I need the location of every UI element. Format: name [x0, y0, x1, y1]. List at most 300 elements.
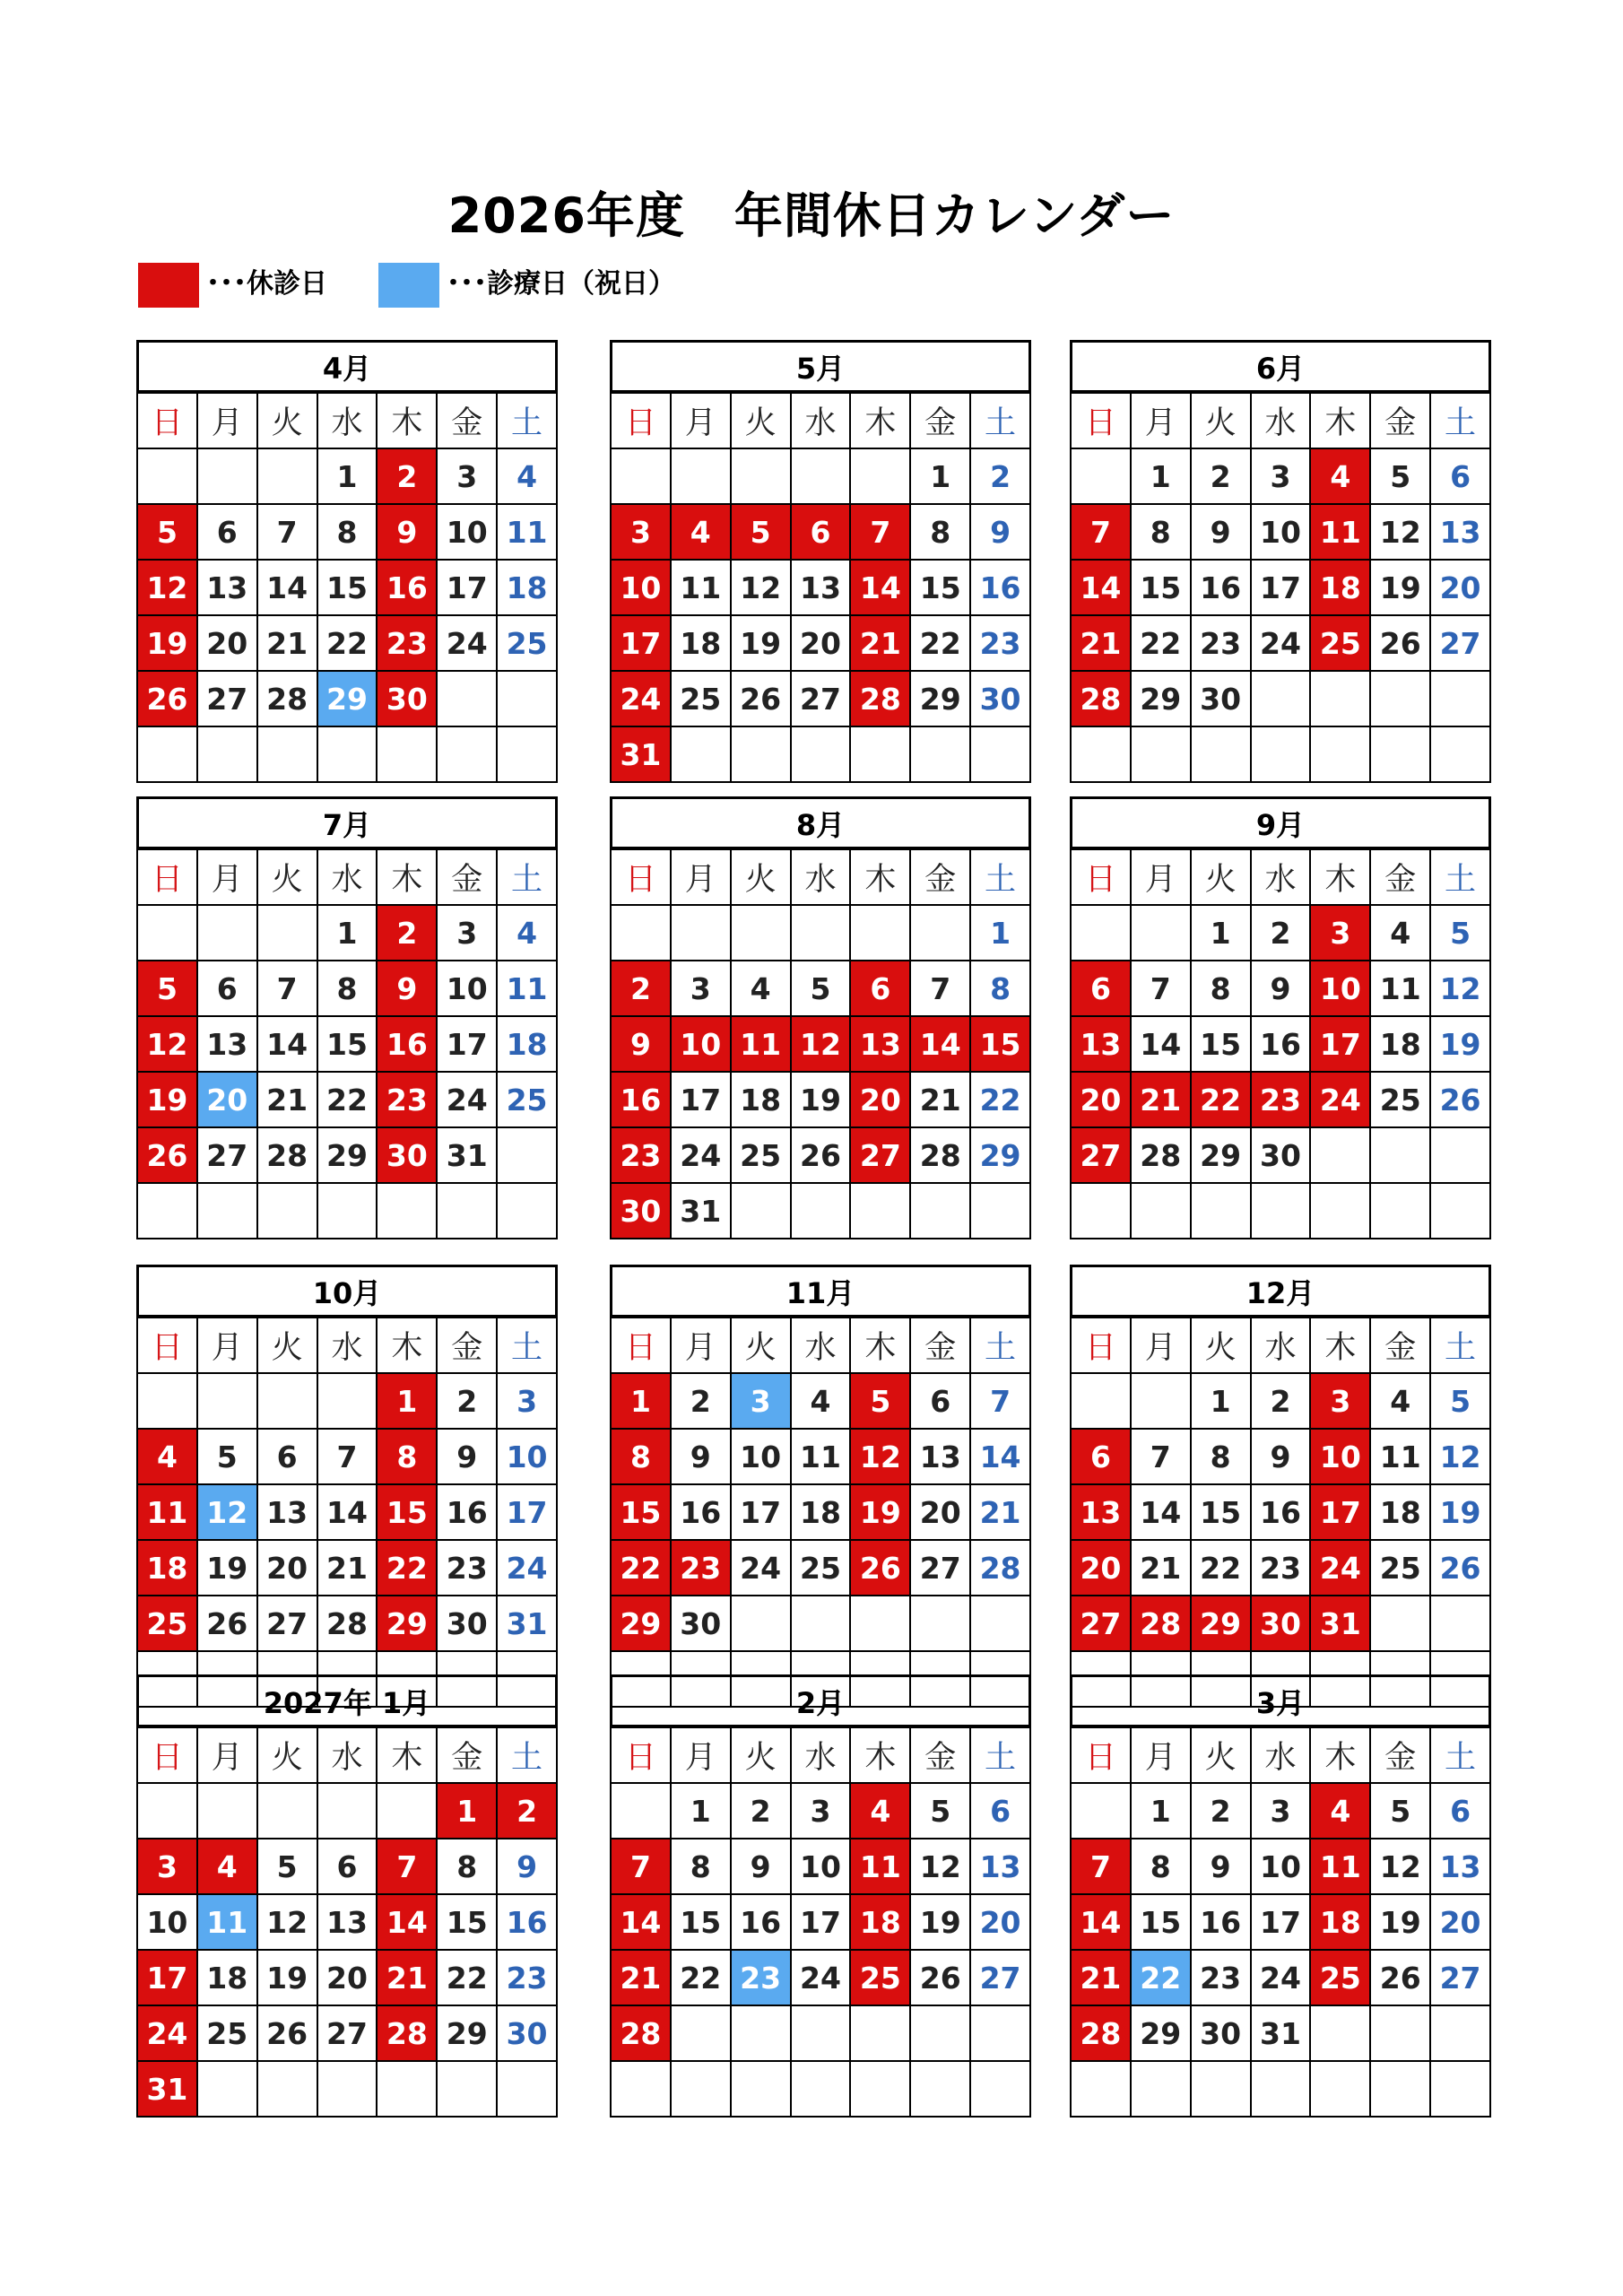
day-cell: 14 — [258, 1017, 318, 1073]
empty-cell — [258, 1374, 318, 1430]
empty-cell — [732, 1184, 792, 1239]
day-cell: 12 — [1371, 1839, 1431, 1895]
month-grid — [136, 1317, 558, 1708]
day-cell: 19 — [851, 1485, 911, 1541]
day-cell: 19 — [1371, 561, 1431, 616]
day-cell: 6 — [1431, 449, 1491, 505]
day-cell: 24 — [612, 672, 672, 727]
day-cell: 17 — [1311, 1485, 1371, 1541]
day-cell: 13 — [792, 561, 852, 616]
day-cell: 9 — [1192, 1839, 1252, 1895]
month-title: 2月 — [610, 1674, 1031, 1726]
day-cell: 8 — [438, 1839, 498, 1895]
empty-cell — [1431, 1596, 1491, 1652]
day-cell: 31 — [672, 1184, 732, 1239]
day-cell: 6 — [911, 1374, 971, 1430]
day-cell: 8 — [672, 1839, 732, 1895]
day-cell: 21 — [1072, 1951, 1132, 2006]
weekday-header: 土 — [1431, 1318, 1491, 1374]
empty-cell — [498, 2062, 558, 2118]
day-cell: 23 — [378, 616, 438, 672]
day-cell: 19 — [1371, 1895, 1431, 1951]
empty-cell — [258, 906, 318, 961]
day-cell: 23 — [1252, 1073, 1312, 1128]
weekday-header: 金 — [438, 1728, 498, 1784]
day-cell: 8 — [1192, 1430, 1252, 1485]
day-cell: 9 — [612, 1017, 672, 1073]
empty-cell — [1252, 2062, 1312, 2118]
day-cell: 26 — [138, 1128, 198, 1184]
day-cell: 12 — [911, 1839, 971, 1895]
empty-cell — [1072, 1184, 1132, 1239]
day-cell: 29 — [378, 1596, 438, 1652]
day-cell: 22 — [1132, 1951, 1192, 2006]
day-cell: 14 — [1072, 1895, 1132, 1951]
day-cell: 24 — [792, 1951, 852, 2006]
day-cell: 8 — [911, 505, 971, 561]
day-cell: 2 — [971, 449, 1031, 505]
day-cell: 24 — [732, 1541, 792, 1596]
empty-cell — [612, 2062, 672, 2118]
empty-cell — [851, 906, 911, 961]
month-grid — [136, 1726, 558, 2118]
month-grid — [1070, 1726, 1491, 2118]
day-cell: 12 — [138, 1017, 198, 1073]
day-cell: 3 — [672, 961, 732, 1017]
day-cell: 11 — [672, 561, 732, 616]
day-cell: 15 — [612, 1485, 672, 1541]
day-cell: 9 — [672, 1430, 732, 1485]
day-cell: 23 — [1192, 616, 1252, 672]
day-cell: 18 — [792, 1485, 852, 1541]
weekday-header: 火 — [732, 394, 792, 449]
day-cell: 26 — [732, 672, 792, 727]
weekday-header: 金 — [438, 1318, 498, 1374]
day-cell: 23 — [672, 1541, 732, 1596]
day-cell: 3 — [1311, 1374, 1371, 1430]
weekday-header: 木 — [1311, 1318, 1371, 1374]
day-cell: 5 — [732, 505, 792, 561]
day-cell: 19 — [792, 1073, 852, 1128]
day-cell: 29 — [1132, 672, 1192, 727]
empty-cell — [318, 727, 378, 783]
weekday-header: 水 — [318, 850, 378, 906]
weekday-header: 月 — [198, 394, 258, 449]
weekday-header: 月 — [198, 1728, 258, 1784]
day-cell: 2 — [612, 961, 672, 1017]
day-cell: 20 — [198, 616, 258, 672]
day-cell: 27 — [1072, 1596, 1132, 1652]
day-cell: 26 — [851, 1541, 911, 1596]
weekday-header: 日 — [138, 1728, 198, 1784]
day-cell: 2 — [732, 1784, 792, 1839]
day-cell: 14 — [851, 561, 911, 616]
day-cell: 22 — [318, 616, 378, 672]
weekday-header: 月 — [1132, 1728, 1192, 1784]
weekday-header: 金 — [911, 394, 971, 449]
weekday-header: 水 — [1252, 1318, 1312, 1374]
day-cell: 18 — [1371, 1485, 1431, 1541]
empty-cell — [318, 1374, 378, 1430]
day-cell: 26 — [198, 1596, 258, 1652]
day-cell: 22 — [911, 616, 971, 672]
month-calendar — [136, 1674, 558, 2118]
day-cell: 25 — [1371, 1073, 1431, 1128]
day-cell: 25 — [851, 1951, 911, 2006]
weekday-header: 火 — [258, 850, 318, 906]
day-cell: 21 — [851, 616, 911, 672]
weekday-header: 月 — [672, 1728, 732, 1784]
empty-cell — [1371, 672, 1431, 727]
weekday-header: 月 — [672, 850, 732, 906]
day-cell: 3 — [732, 1374, 792, 1430]
empty-cell — [198, 906, 258, 961]
empty-cell — [198, 1784, 258, 1839]
day-cell: 7 — [971, 1374, 1031, 1430]
day-cell: 15 — [1192, 1017, 1252, 1073]
day-cell: 14 — [378, 1895, 438, 1951]
empty-cell — [258, 449, 318, 505]
day-cell: 23 — [378, 1073, 438, 1128]
empty-cell — [498, 727, 558, 783]
day-cell: 7 — [1072, 505, 1132, 561]
empty-cell — [1311, 672, 1371, 727]
day-cell: 17 — [498, 1485, 558, 1541]
day-cell: 6 — [198, 961, 258, 1017]
day-cell: 4 — [198, 1839, 258, 1895]
empty-cell — [1072, 906, 1132, 961]
day-cell: 8 — [318, 961, 378, 1017]
day-cell: 12 — [1371, 505, 1431, 561]
day-cell: 11 — [498, 961, 558, 1017]
day-cell: 16 — [1192, 1895, 1252, 1951]
day-cell: 25 — [498, 616, 558, 672]
day-cell: 25 — [138, 1596, 198, 1652]
day-cell: 31 — [612, 727, 672, 783]
weekday-header: 日 — [138, 394, 198, 449]
day-cell: 30 — [1192, 2006, 1252, 2062]
day-cell: 10 — [672, 1017, 732, 1073]
empty-cell — [1371, 1128, 1431, 1184]
weekday-header: 土 — [1431, 394, 1491, 449]
day-cell: 14 — [612, 1895, 672, 1951]
day-cell: 8 — [1132, 505, 1192, 561]
empty-cell — [612, 1784, 672, 1839]
empty-cell — [378, 1184, 438, 1239]
day-cell: 29 — [1192, 1596, 1252, 1652]
day-cell: 28 — [1132, 1128, 1192, 1184]
day-cell: 5 — [138, 961, 198, 1017]
day-cell: 30 — [971, 672, 1031, 727]
day-cell: 30 — [438, 1596, 498, 1652]
empty-cell — [792, 1184, 852, 1239]
day-cell: 12 — [1431, 961, 1491, 1017]
empty-cell — [378, 2062, 438, 2118]
day-cell: 11 — [732, 1017, 792, 1073]
day-cell: 16 — [971, 561, 1031, 616]
day-cell: 2 — [1192, 1784, 1252, 1839]
weekday-header: 水 — [318, 394, 378, 449]
weekday-header: 木 — [378, 1728, 438, 1784]
empty-cell — [138, 449, 198, 505]
day-cell: 19 — [732, 616, 792, 672]
empty-cell — [198, 449, 258, 505]
empty-cell — [138, 906, 198, 961]
weekday-header: 土 — [971, 850, 1031, 906]
day-cell: 15 — [672, 1895, 732, 1951]
day-cell: 10 — [438, 505, 498, 561]
day-cell: 7 — [1072, 1839, 1132, 1895]
month-calendar — [610, 796, 1031, 1239]
day-cell: 14 — [911, 1017, 971, 1073]
empty-cell — [971, 2006, 1031, 2062]
empty-cell — [378, 1784, 438, 1839]
day-cell: 2 — [672, 1374, 732, 1430]
day-cell: 28 — [258, 672, 318, 727]
day-cell: 28 — [378, 2006, 438, 2062]
day-cell: 27 — [1431, 616, 1491, 672]
weekday-header: 火 — [258, 1318, 318, 1374]
empty-cell — [1132, 906, 1192, 961]
empty-cell — [732, 449, 792, 505]
day-cell: 18 — [498, 561, 558, 616]
day-cell: 30 — [378, 672, 438, 727]
month-calendar — [1070, 1265, 1491, 1708]
empty-cell — [138, 1374, 198, 1430]
day-cell: 10 — [1311, 961, 1371, 1017]
day-cell: 22 — [318, 1073, 378, 1128]
day-cell: 18 — [1311, 561, 1371, 616]
day-cell: 4 — [792, 1374, 852, 1430]
day-cell: 19 — [1431, 1485, 1491, 1541]
empty-cell — [1371, 727, 1431, 783]
day-cell: 20 — [792, 616, 852, 672]
day-cell: 13 — [911, 1430, 971, 1485]
day-cell: 19 — [138, 1073, 198, 1128]
day-cell: 25 — [792, 1541, 852, 1596]
day-cell: 21 — [612, 1951, 672, 2006]
weekday-header: 月 — [672, 394, 732, 449]
day-cell: 27 — [971, 1951, 1031, 2006]
day-cell: 27 — [198, 672, 258, 727]
day-cell: 28 — [318, 1596, 378, 1652]
empty-cell — [911, 727, 971, 783]
day-cell: 21 — [1132, 1541, 1192, 1596]
day-cell: 21 — [378, 1951, 438, 2006]
weekday-header: 木 — [851, 850, 911, 906]
day-cell: 25 — [1311, 1951, 1371, 2006]
weekday-header: 金 — [1371, 850, 1431, 906]
day-cell: 4 — [498, 906, 558, 961]
day-cell: 25 — [198, 2006, 258, 2062]
empty-cell — [1371, 1184, 1431, 1239]
legend-closed-swatch — [138, 263, 199, 308]
empty-cell — [1311, 727, 1371, 783]
day-cell: 17 — [672, 1073, 732, 1128]
month-title: 12月 — [1070, 1265, 1491, 1317]
empty-cell — [138, 1184, 198, 1239]
day-cell: 16 — [498, 1895, 558, 1951]
empty-cell — [792, 1596, 852, 1652]
day-cell: 7 — [1132, 961, 1192, 1017]
weekday-header: 金 — [911, 850, 971, 906]
day-cell: 17 — [1252, 1895, 1312, 1951]
empty-cell — [1431, 727, 1491, 783]
empty-cell — [138, 1784, 198, 1839]
empty-cell — [498, 1128, 558, 1184]
weekday-header: 水 — [1252, 394, 1312, 449]
day-cell: 10 — [1252, 1839, 1312, 1895]
day-cell: 29 — [318, 672, 378, 727]
day-cell: 12 — [732, 561, 792, 616]
empty-cell — [318, 1184, 378, 1239]
day-cell: 19 — [138, 616, 198, 672]
day-cell: 5 — [851, 1374, 911, 1430]
weekday-header: 日 — [612, 394, 672, 449]
day-cell: 8 — [612, 1430, 672, 1485]
month-title: 4月 — [136, 340, 558, 392]
day-cell: 7 — [258, 505, 318, 561]
month-grid — [1070, 848, 1491, 1239]
day-cell: 26 — [792, 1128, 852, 1184]
weekday-header: 木 — [851, 1318, 911, 1374]
weekday-header: 土 — [498, 1728, 558, 1784]
day-cell: 31 — [1311, 1596, 1371, 1652]
day-cell: 19 — [911, 1895, 971, 1951]
day-cell: 20 — [971, 1895, 1031, 1951]
day-cell: 11 — [1311, 505, 1371, 561]
day-cell: 12 — [1431, 1430, 1491, 1485]
day-cell: 18 — [1311, 1895, 1371, 1951]
day-cell: 26 — [1371, 1951, 1431, 2006]
weekday-header: 月 — [1132, 394, 1192, 449]
day-cell: 21 — [971, 1485, 1031, 1541]
day-cell: 23 — [1192, 1951, 1252, 2006]
day-cell: 4 — [138, 1430, 198, 1485]
empty-cell — [672, 449, 732, 505]
empty-cell — [1192, 2062, 1252, 2118]
legend-closed-label: ･･･休診日 — [206, 268, 327, 300]
day-cell: 24 — [672, 1128, 732, 1184]
empty-cell — [1132, 727, 1192, 783]
empty-cell — [198, 1374, 258, 1430]
month-calendar — [610, 340, 1031, 783]
day-cell: 22 — [1192, 1541, 1252, 1596]
day-cell: 30 — [612, 1184, 672, 1239]
day-cell: 30 — [498, 2006, 558, 2062]
day-cell: 14 — [1132, 1017, 1192, 1073]
day-cell: 12 — [792, 1017, 852, 1073]
day-cell: 2 — [1252, 1374, 1312, 1430]
day-cell: 27 — [258, 1596, 318, 1652]
weekday-header: 木 — [378, 1318, 438, 1374]
day-cell: 9 — [378, 961, 438, 1017]
day-cell: 14 — [971, 1430, 1031, 1485]
day-cell: 7 — [1132, 1430, 1192, 1485]
legend-holiday-open-label: ･･･診療日（祝日） — [447, 268, 675, 300]
day-cell: 15 — [1132, 1895, 1192, 1951]
day-cell: 16 — [612, 1073, 672, 1128]
weekday-header: 木 — [1311, 850, 1371, 906]
empty-cell — [1431, 2006, 1491, 2062]
day-cell: 3 — [612, 505, 672, 561]
empty-cell — [732, 2006, 792, 2062]
day-cell: 8 — [378, 1430, 438, 1485]
empty-cell — [911, 2062, 971, 2118]
empty-cell — [792, 449, 852, 505]
day-cell: 13 — [318, 1895, 378, 1951]
day-cell: 28 — [1072, 2006, 1132, 2062]
day-cell: 20 — [318, 1951, 378, 2006]
empty-cell — [1431, 2062, 1491, 2118]
empty-cell — [1072, 2062, 1132, 2118]
day-cell: 4 — [1311, 1784, 1371, 1839]
weekday-header: 水 — [1252, 1728, 1312, 1784]
empty-cell — [1192, 727, 1252, 783]
empty-cell — [1252, 672, 1312, 727]
day-cell: 6 — [318, 1839, 378, 1895]
month-grid — [610, 1726, 1031, 2118]
day-cell: 27 — [318, 2006, 378, 2062]
day-cell: 17 — [138, 1951, 198, 2006]
weekday-header: 日 — [138, 850, 198, 906]
empty-cell — [732, 1596, 792, 1652]
weekday-header: 火 — [732, 1318, 792, 1374]
weekday-header: 土 — [971, 1728, 1031, 1784]
weekday-header: 月 — [672, 1318, 732, 1374]
day-cell: 6 — [792, 505, 852, 561]
day-cell: 2 — [498, 1784, 558, 1839]
day-cell: 13 — [1431, 505, 1491, 561]
day-cell: 28 — [1132, 1596, 1192, 1652]
day-cell: 15 — [318, 561, 378, 616]
day-cell: 3 — [438, 906, 498, 961]
weekday-header: 土 — [971, 394, 1031, 449]
day-cell: 9 — [1192, 505, 1252, 561]
empty-cell — [612, 906, 672, 961]
empty-cell — [258, 1184, 318, 1239]
day-cell: 17 — [438, 561, 498, 616]
day-cell: 9 — [378, 505, 438, 561]
day-cell: 24 — [1252, 1951, 1312, 2006]
day-cell: 1 — [1132, 1784, 1192, 1839]
empty-cell — [378, 727, 438, 783]
empty-cell — [318, 1784, 378, 1839]
day-cell: 8 — [1132, 1839, 1192, 1895]
day-cell: 23 — [612, 1128, 672, 1184]
day-cell: 11 — [1311, 1839, 1371, 1895]
day-cell: 1 — [378, 1374, 438, 1430]
weekday-header: 火 — [1192, 394, 1252, 449]
day-cell: 3 — [1252, 1784, 1312, 1839]
day-cell: 12 — [198, 1485, 258, 1541]
day-cell: 10 — [138, 1895, 198, 1951]
weekday-header: 金 — [438, 850, 498, 906]
day-cell: 9 — [971, 505, 1031, 561]
empty-cell — [672, 2006, 732, 2062]
empty-cell — [198, 727, 258, 783]
day-cell: 16 — [378, 561, 438, 616]
day-cell: 26 — [258, 2006, 318, 2062]
weekday-header: 月 — [1132, 1318, 1192, 1374]
day-cell: 6 — [851, 961, 911, 1017]
day-cell: 15 — [378, 1485, 438, 1541]
day-cell: 28 — [258, 1128, 318, 1184]
weekday-header: 金 — [1371, 1728, 1431, 1784]
day-cell: 10 — [612, 561, 672, 616]
day-cell: 9 — [1252, 961, 1312, 1017]
empty-cell — [851, 2006, 911, 2062]
